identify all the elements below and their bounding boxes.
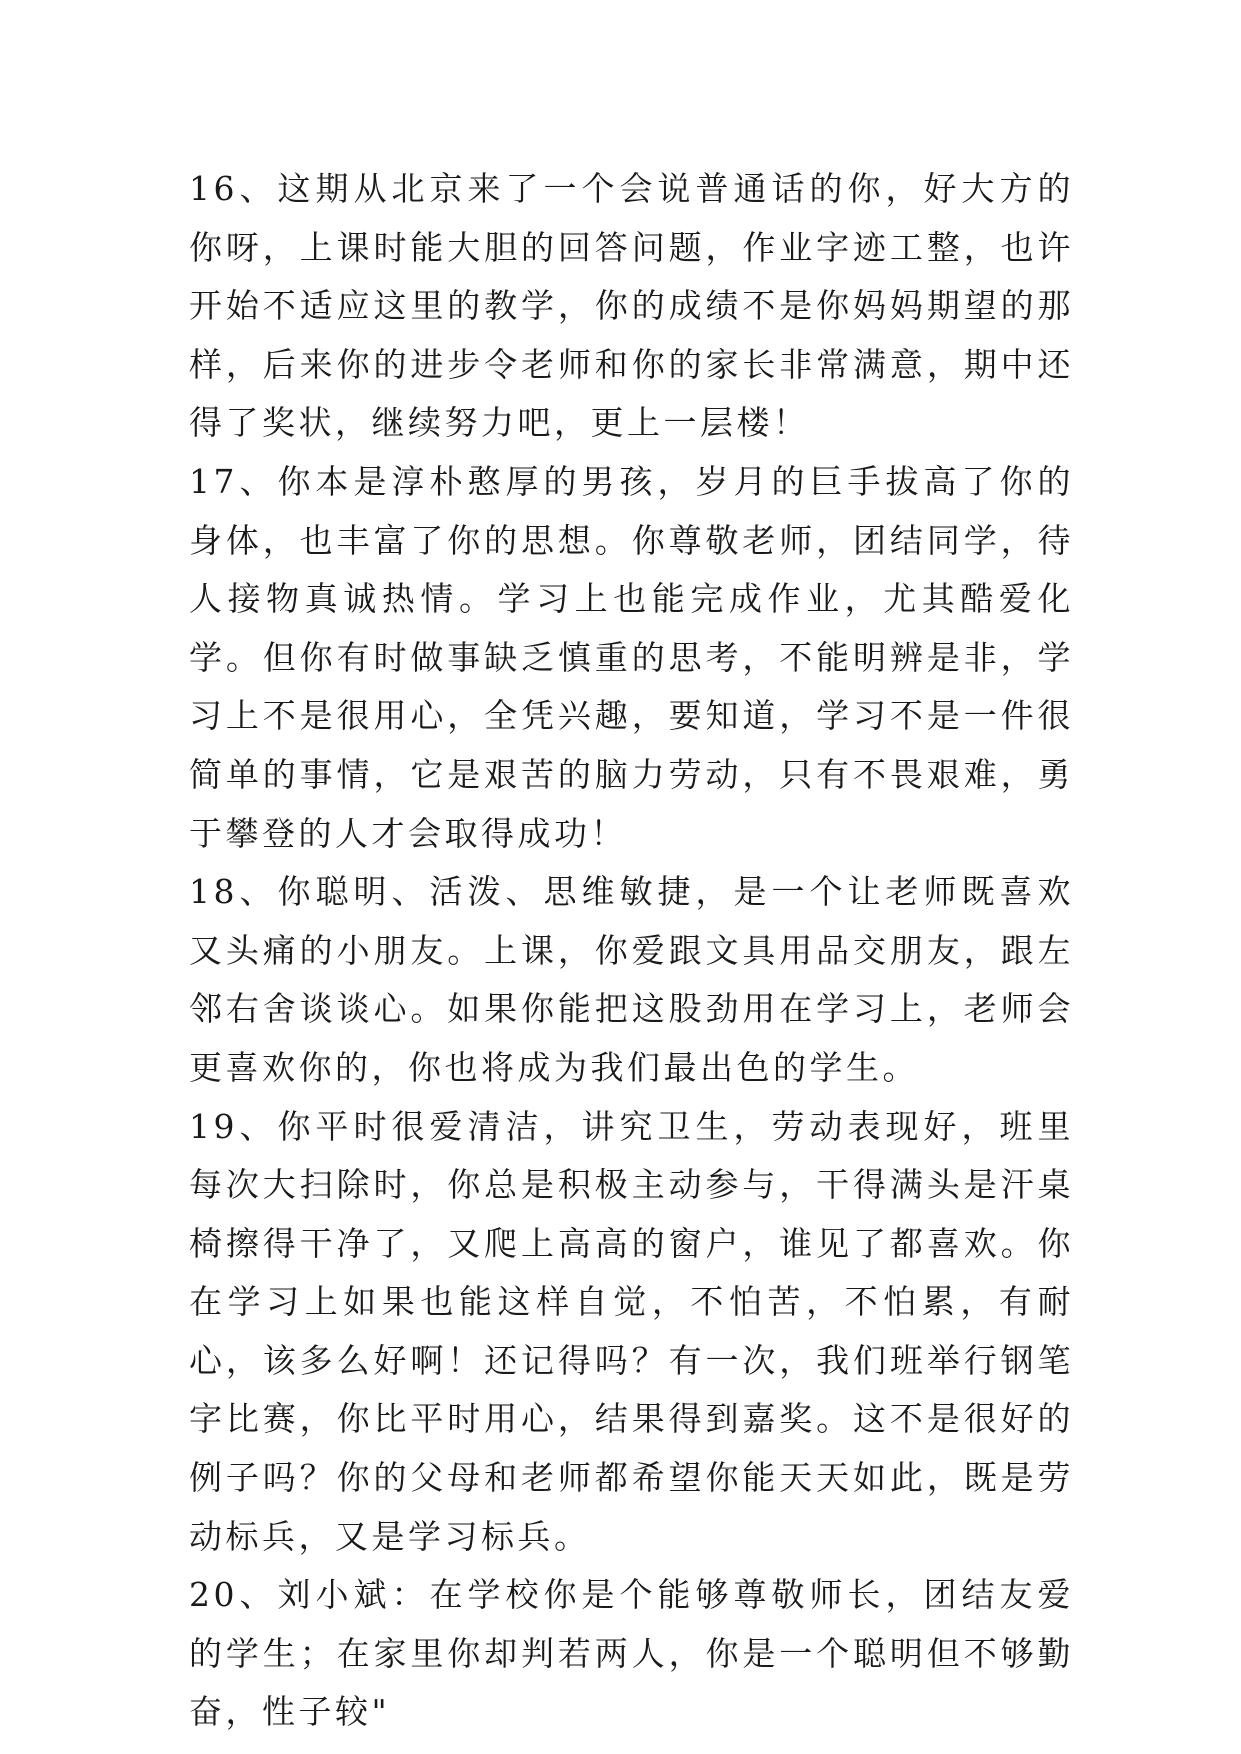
comment-paragraph-18: 18、你聪明、活泼、思维敏捷，是一个让老师既喜欢又头痛的小朋友。上课，你爱跟文具用品交朋友，跟左邻右舍谈谈心。如果你能把这股劲用在学习上，老师会更喜欢你的，你也将成为我们最出色的学生。 [189, 872, 1074, 1087]
document-body [189, 160, 1074, 1742]
comment-paragraph-17: 17、你本是淳朴憨厚的男孩，岁月的巨手拔高了你的身体，也丰富了你的思想。你尊敬老师，团结同学，待人接物真诚热情。学习上也能完成作业，尤其酷爱化学。但你有时做事缺乏慎重的思考，不能明辨是非，学习上不是很用心，全凭兴趣，要知道，学习不是一件很简单的事情，它是艰苦的脑力劳动，只有不畏艰难，勇于攀登的人才会取得成功！ [189, 461, 1074, 853]
comment-paragraph-19: 19、你平时很爱清洁，讲究卫生，劳动表现好，班里每次大扫除时，你总是积极主动参与，干得满头是汗桌椅擦得干净了，又爬上高高的窗户，谁见了都喜欢。你在学习上如果也能这样自觉，不怕苦，不怕累，有耐心，该多么好啊！还记得吗？有一次，我们班举行钢笔字比赛，你比平时用心，结果得到嘉奖。这不是很好的例子吗？你的父母和老师都希望你能天天如此，既是劳动标兵，又是学习标兵。 [189, 1106, 1074, 1556]
comment-paragraph-16: 16、这期从北京来了一个会说普通话的你，好大方的你呀，上课时能大胆的回答问题，作业字迹工整，也许开始不适应这里的教学，你的成绩不是你妈妈期望的那样，后来你的进步令老师和你的家长非常满意，期中还得了奖状，继续努力吧，更上一层楼！ [189, 169, 1074, 443]
comment-paragraph-20: 20、刘小斌：在学校你是个能够尊敬师长，团结友爱的学生；在家里你却判若两人，你是一个聪明但不够勤奋，性子较" [189, 1575, 1074, 1732]
